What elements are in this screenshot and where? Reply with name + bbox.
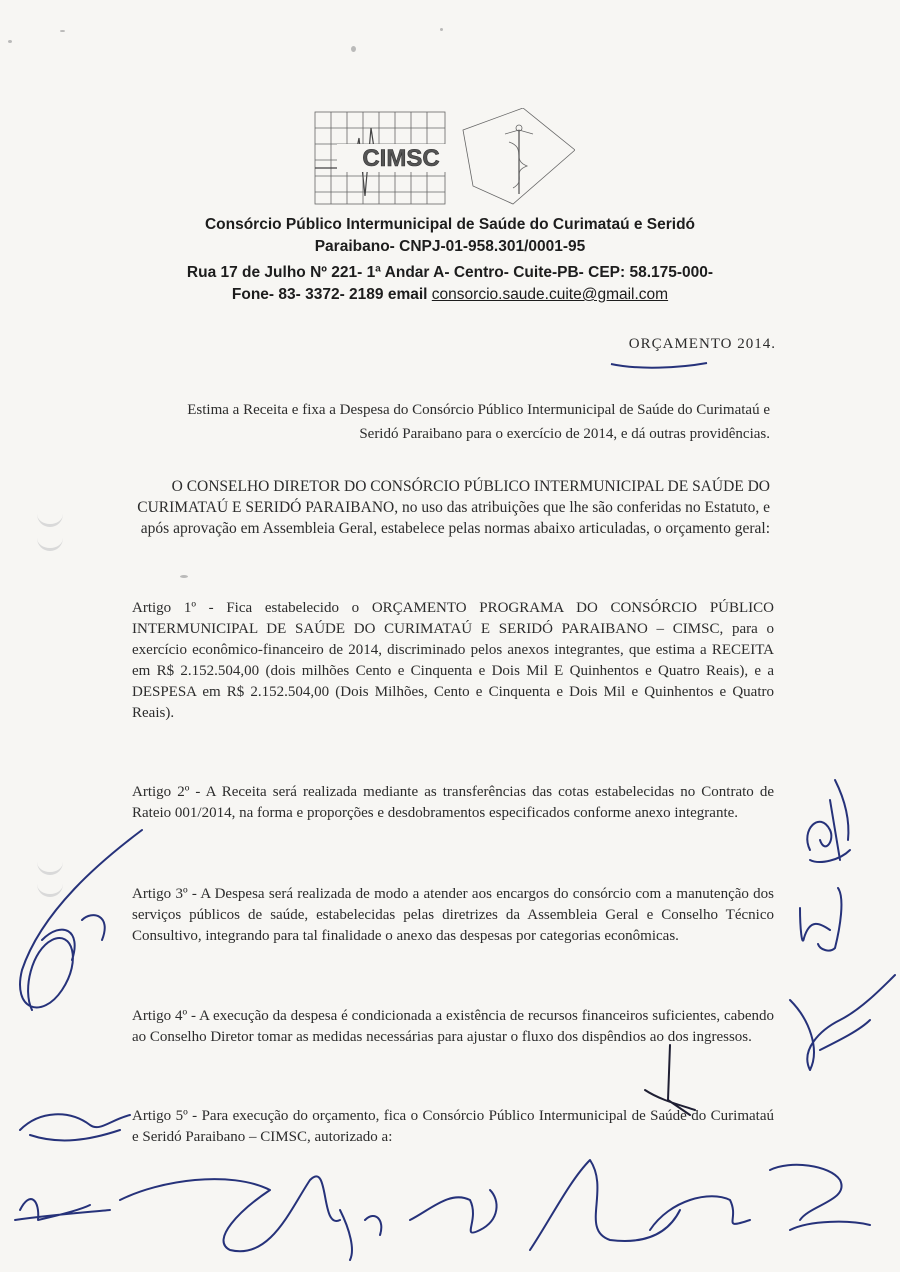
article-5: Artigo 5º - Para execução do orçamento, fica o Consórcio Público Intermunicipal de Saúde do Curimataú e Seridó Paraibano – CIMSC, autorizado a: <box>132 1108 774 1145</box>
org-cnpj-line: Paraibano- CNPJ-01-958.301/0001-95 <box>314 238 586 255</box>
org-header <box>0 214 900 258</box>
scan-speck <box>180 575 188 578</box>
scan-speck <box>440 28 443 31</box>
email-link[interactable]: consorcio.saude.cuite@gmail.com <box>431 286 669 303</box>
article-2: Artigo 2º - A Receita será realizada mediante as transferências das cotas estabelecidas no Contrato de Rateio 001/2014, na forma e proporções e desdobramentos especificados conforme anexo integrante. <box>132 784 774 821</box>
article-1: Artigo 1º - Fica estabelecido o ORÇAMENTO PROGRAMA DO CONSÓRCIO PÚBLICO INTERMUNICIPAL DE SAÚDE DO CURIMATAÚ E SERIDÓ PARAIBANO – CIMSC, para o exercício econômico-financeiro de 2014, discriminado pelos anexos integrantes, que estima a RECEITA em R$ 2.152.504,00 (dois milhões Cento e Cinquenta e Dois Mil E Quinhentos e Quatro Reais), e a DESPESA em R$ 2.152.504,00 (Dois Milhões, Cento e Cinquenta e Dois Mil e Quinhentos e Quatro Reais). <box>132 600 774 721</box>
cimsc-logo <box>313 108 575 208</box>
scan-speck <box>351 46 356 52</box>
signature-bottom-left <box>10 1100 140 1150</box>
article-3: Artigo 3º - A Despesa será realizada de modo a atender aos encargos do consórcio com a manutenção dos serviços públicos de saúde, estabelecidas pelas diretrizes da Assembleia Geral e Conselho Técnico Consultivo, integrando para tal finalidade o anexo das despesas por categorias econômicas. <box>132 886 774 944</box>
signature-margin-right-1 <box>790 770 860 870</box>
article-4: Artigo 4º - A execução da despesa é condicionada a existência de recursos financeiros suficientes, cabendo ao Conselho Diretor tomar as medidas necessárias para ajustar o fluxo dos dispêndios ao dos ingressos. <box>132 1008 774 1045</box>
address-line: Rua 17 de Julho Nº 221- 1ª Andar A- Centro- Cuite-PB- CEP: 58.175-000- <box>186 264 714 281</box>
logo-text: CIMSC <box>362 145 440 172</box>
org-name-line: Consórcio Público Intermunicipal de Saúde do Curimataú e Seridó <box>204 216 696 233</box>
signature-margin-left <box>2 820 152 1040</box>
signature-margin-right-2 <box>790 878 860 958</box>
org-contact <box>0 262 900 306</box>
binder-hole <box>37 510 63 527</box>
phone-text: Fone- 83- 3372- 2189 email <box>231 286 432 303</box>
document-title: ORÇAMENTO 2014. <box>628 336 776 352</box>
signature-margin-right-3 <box>780 960 898 1080</box>
binder-hole <box>37 534 63 551</box>
signature-cross <box>640 1040 700 1120</box>
ementa-paragraph: Estima a Receita e fixa a Despesa do Consórcio Público Intermunicipal de Saúde do Curimataú e Seridó Paraibano para o exercício de 2014, e dá outras providências. <box>187 402 770 442</box>
title-underline-mark <box>609 358 709 370</box>
scan-speck <box>8 40 12 43</box>
signature-row-bottom <box>10 1150 895 1270</box>
scan-speck <box>60 30 65 32</box>
phone-email-line <box>0 284 900 306</box>
preamble-paragraph: O CONSELHO DIRETOR DO CONSÓRCIO PÚBLICO INTERMUNICIPAL DE SAÚDE DO CURIMATAÚ E SERIDÓ PARAIBANO, no uso das atribuições que lhe são conferidas no Estatuto, e após aprovação em Assembleia Geral, estabelece pelas normas abaixo articuladas, o orçamento geral: <box>137 478 770 537</box>
